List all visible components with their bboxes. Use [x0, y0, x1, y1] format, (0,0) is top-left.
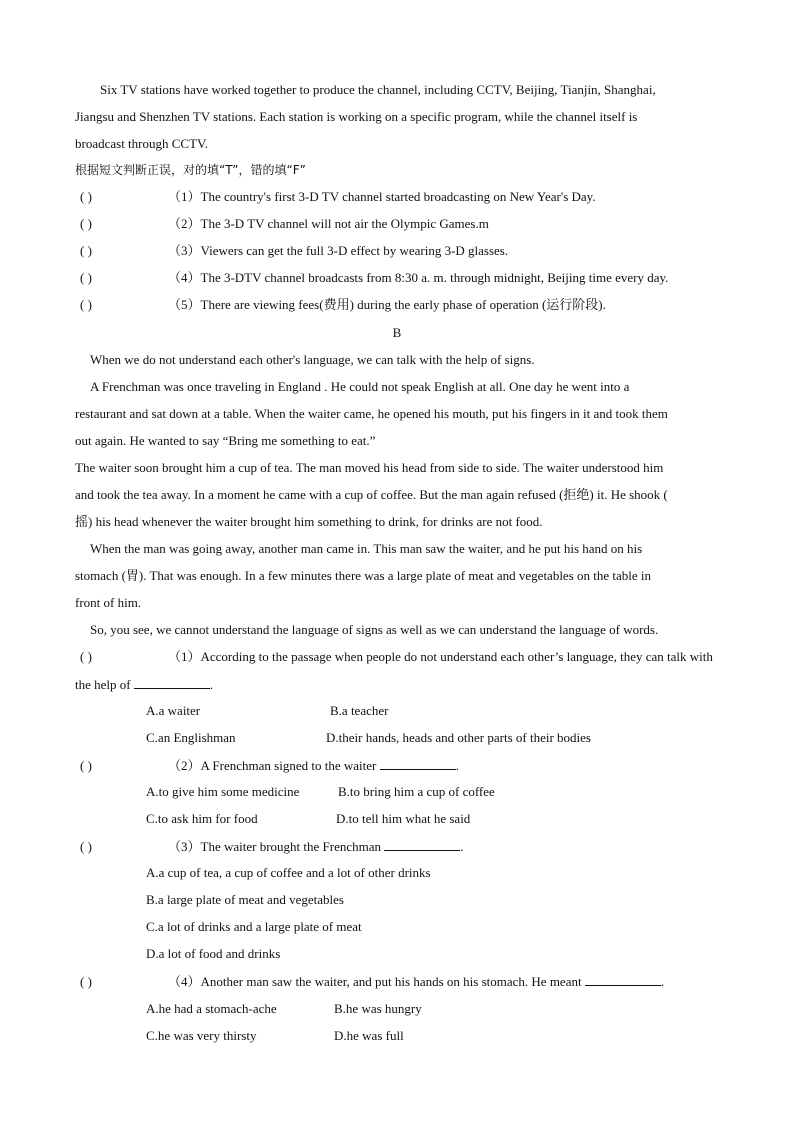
question-text: （4）Another man saw the waiter, and put his hands on his stomach. He meant	[168, 974, 582, 989]
answer-paren[interactable]: ( )	[80, 270, 92, 285]
passage-a-line-1: Six TV stations have worked together to produce the channel, including CCTV, Beijing, Tianjin, Shanghai,	[100, 82, 656, 97]
option-d[interactable]: D.a lot of food and drinks	[146, 946, 281, 961]
tf-item-text: （1）The country's first 3-D TV channel started broadcasting on New Year's Day.	[168, 189, 596, 204]
question-1	[80, 649, 713, 665]
option-a[interactable]: A.to give him some medicine	[146, 784, 300, 799]
tf-item-4	[80, 270, 668, 286]
period: .	[460, 839, 464, 854]
tf-item-2	[80, 216, 489, 232]
answer-blank[interactable]	[585, 973, 661, 986]
answer-paren[interactable]: ( )	[80, 216, 92, 231]
question-1-cont	[75, 676, 213, 693]
question-text: the help of	[75, 677, 131, 692]
passage-b-line-5: The waiter soon brought him a cup of tea. The man moved his head from side to side. The waiter understood him	[75, 460, 664, 475]
answer-paren[interactable]: ( )	[80, 974, 92, 989]
question-text: （2）A Frenchman signed to the waiter	[168, 758, 377, 773]
tf-item-text: （3）Viewers can get the full 3-D effect by wearing 3-D glasses.	[168, 243, 509, 258]
option-d[interactable]: D.their hands, heads and other parts of their bodies	[326, 730, 591, 745]
option-c[interactable]: C.to ask him for food	[146, 811, 258, 826]
passage-b-line-2: A Frenchman was once traveling in England . He could not speak English at all. One day he went into a	[90, 379, 630, 394]
passage-a-line-3: broadcast through CCTV.	[75, 136, 208, 151]
option-a[interactable]: A.a waiter	[146, 703, 201, 718]
answer-blank[interactable]	[134, 676, 210, 689]
tf-item-3	[80, 243, 508, 259]
answer-paren[interactable]: ( )	[80, 839, 92, 854]
passage-b-line-10: front of him.	[75, 595, 142, 610]
passage-b-line-8: When the man was going away, another man came in. This man saw the waiter, and he put his hand on his	[90, 541, 643, 556]
option-c[interactable]: C.he was very thirsty	[146, 1028, 257, 1043]
option-c[interactable]: C.an Englishman	[146, 730, 236, 745]
passage-b-line-9: stomach (胃). That was enough. In a few minutes there was a large plate of meat and vegetables on the table in	[75, 568, 652, 583]
answer-paren[interactable]: ( )	[80, 243, 92, 258]
option-d[interactable]: D.he was full	[334, 1028, 404, 1043]
tf-item-5	[80, 297, 606, 313]
option-c[interactable]: C.a lot of drinks and a large plate of meat	[146, 919, 362, 934]
answer-paren[interactable]: ( )	[80, 189, 92, 204]
passage-b-line-6: and took the tea away. In a moment he came with a cup of coffee. But the man again refused (拒绝) it. He shook (	[75, 487, 668, 502]
answer-paren[interactable]: ( )	[80, 649, 92, 664]
period: .	[209, 677, 214, 692]
option-b[interactable]: B.he was hungry	[334, 1001, 422, 1016]
question-3	[80, 838, 464, 855]
answer-paren[interactable]: ( )	[80, 758, 92, 773]
question-text: （3）The waiter brought the Frenchman	[168, 839, 381, 854]
period: .	[660, 974, 665, 989]
question-2	[80, 757, 459, 774]
section-heading-b: B	[392, 325, 402, 340]
tf-item-text: （2）The 3-D TV channel will not air the Olympic Games.m	[168, 216, 489, 231]
passage-b-line-3: restaurant and sat down at a table. When the waiter came, he opened his mouth, put his fingers in it and took them	[75, 406, 668, 421]
passage-a-line-2: Jiangsu and Shenzhen TV stations. Each station is working on a specific program, while the channel itself is	[75, 109, 638, 124]
option-b[interactable]: B.a large plate of meat and vegetables	[146, 892, 344, 907]
question-4	[80, 973, 664, 990]
answer-blank[interactable]	[384, 838, 460, 851]
answer-blank[interactable]	[380, 757, 456, 770]
option-b[interactable]: B.to bring him a cup of coffee	[338, 784, 495, 799]
option-b[interactable]: B.a teacher	[330, 703, 389, 718]
question-text: （1）According to the passage when people do not understand each other’s language, they can talk with	[168, 649, 713, 664]
tf-item-text: （5）There are viewing fees(费用) during the early phase of operation (运行阶段).	[168, 297, 606, 312]
passage-b-line-11: So, you see, we cannot understand the language of signs as well as we can understand the language of words.	[90, 622, 659, 637]
answer-paren[interactable]: ( )	[80, 297, 92, 312]
option-a[interactable]: A.a cup of tea, a cup of coffee and a lot of other drinks	[146, 865, 431, 880]
option-a[interactable]: A.he had a stomach-ache	[146, 1001, 277, 1016]
instruction-text: 根据短文判断正误，对的填“T”，错的填“F”	[75, 163, 306, 177]
period: .	[455, 758, 459, 773]
tf-item-1	[80, 189, 596, 205]
passage-b-line-7: 摇) his head whenever the waiter brought him something to drink, for drinks are not food.	[75, 514, 543, 529]
passage-b-line-1: When we do not understand each other's language, we can talk with the help of signs.	[90, 352, 535, 367]
tf-item-text: （4）The 3-DTV channel broadcasts from 8:30 a. m. through midnight, Beijing time every day.	[168, 270, 669, 285]
option-d[interactable]: D.to tell him what he said	[336, 811, 471, 826]
passage-b-line-4: out again. He wanted to say “Bring me something to eat.”	[75, 433, 376, 448]
